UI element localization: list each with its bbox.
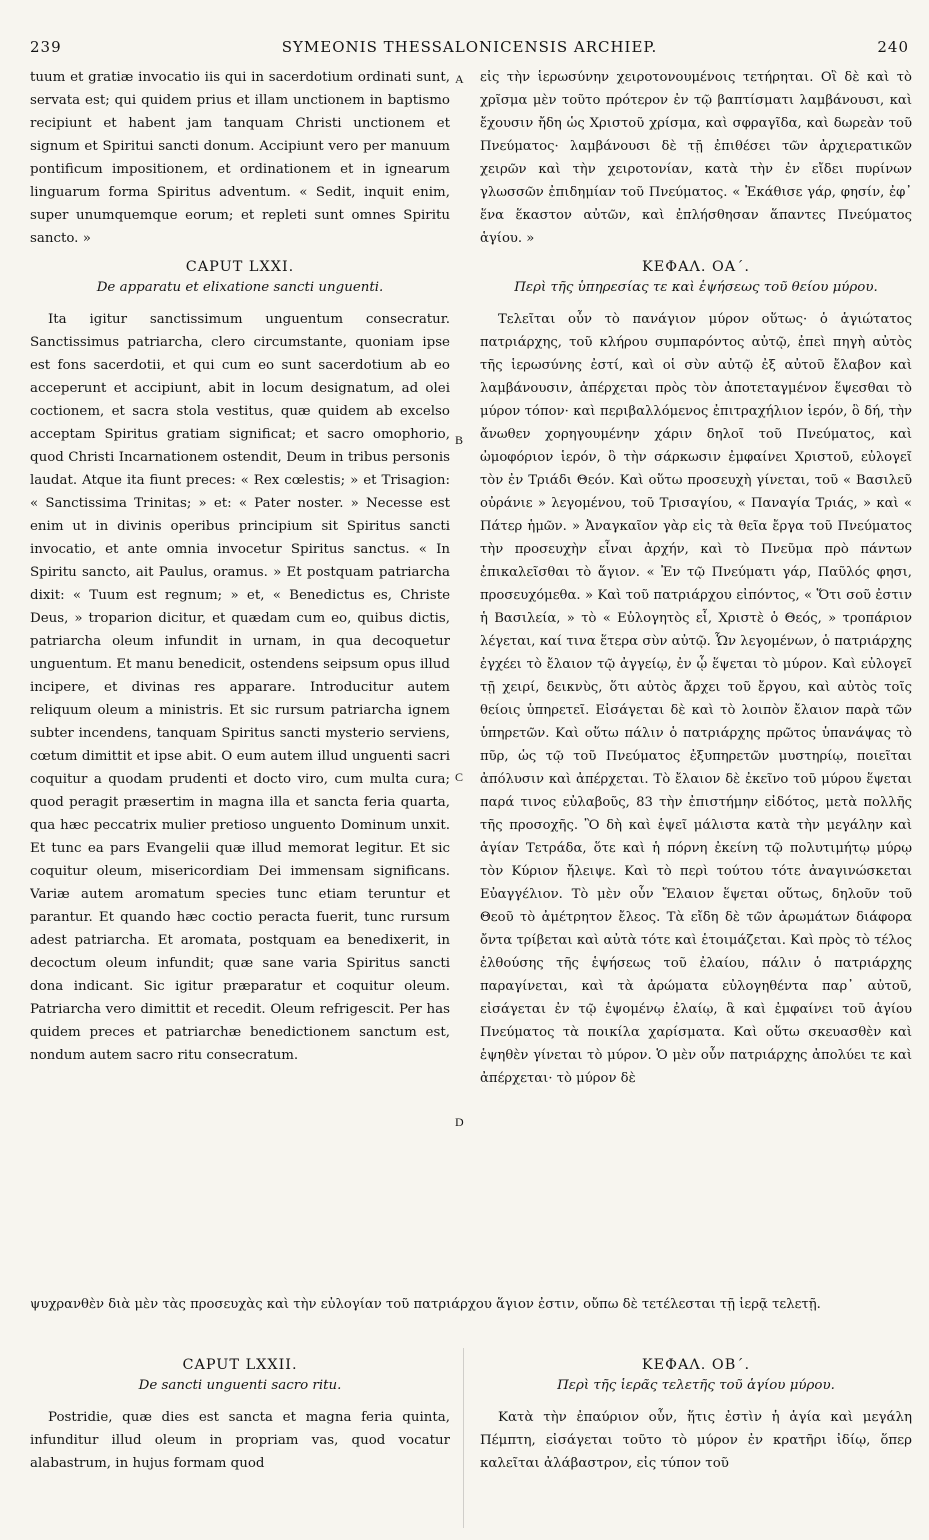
latin-chapter2-heading: CAPUT LXXII. (182, 1357, 298, 1373)
greek-chapter-subtitle: Περὶ τῆς ὑπηρεσίας τε καὶ ἑψήσεως τοῦ θείου μύρου. (514, 280, 878, 295)
greek-chapter2-subtitle: Περὶ τῆς ἱερᾶς τελετῆς τοῦ ἁγίου μύρου. (557, 1378, 835, 1393)
greek-column (480, 66, 912, 1290)
page-number-right: 240 (877, 38, 909, 56)
latin-bottom-column (30, 1348, 450, 1528)
greek-chapter2-text: Κατὰ τὴν ἐπαύριον οὖν, ἥτις ἐστὶν ἡ ἁγία καὶ μεγάλη Πέμπτη, εἰσάγεται τοῦτο τὸ μύρον ἐν κρατῆρι ἰδίῳ, ὅπερ καλεῖται ἀλάβαστρον, εἰς τύπον τοῦ (480, 1410, 912, 1471)
greek-chapter-text: Τελεῖται οὖν τὸ πανάγιον μύρον οὕτως· ὁ ἁγιώτατος πατριάρχης, τοῦ κλήρου συμπαρόντος αὐτῷ, ἐπεὶ πηγὴ αὐτὸς τῆς ἱερωσύνης ἐστί, καὶ οἱ σὺν αὐτῷ ἐξ αὐτοῦ ἔλαβον καὶ λαμβάνουσιν, ἀπέρχεται πρὸς τὸν ἀποτεταγμένον ἕψεσθαι τὸ μύρον τόπον· καὶ περιβαλλόμενος ἐπιτραχήλιον ἱερόν, ὃ δή, τὴν ἄνωθεν χορηγουμένην χάριν δηλοῖ τοῦ Πνεύματος, καὶ ὠμοφόριον ἱερόν, ὃ τὴν σάρκωσιν ἐμφαίνει Χριστοῦ, εὐλογεῖ τὸν ἐν Τριάδι Θεόν. Καὶ οὕτω προσευχὴ γίνεται, τοῦ « Βασιλεῦ οὐράνιε » λεγομένου, τοῦ Τρισαγίου, « Παναγία Τριάς, » καὶ « Πάτερ ἡμῶν. » Ἀναγκαῖον γὰρ εἰς τὰ θεῖα ἔργα τοῦ Πνεύματος τὴν προσευχὴν εἶναι ἀρχήν, καὶ τὸ Πνεῦμα πρὸ πάντων ἐπικαλεῖσθαι τὸ ἅγιον. « Ἐν τῷ Πνεύματι γάρ, Παῦλός φησι, προσευχόμεθα. » Καὶ τοῦ πατριάρχου εἰπόντος, « Ὅτι σοῦ ἐστιν ἡ Βασιλεία, » τὸ « Εὐλογητὸς εἶ, Χριστὲ ὁ Θεός, » τροπάριον λέγεται, καί τινα ἕτερα σὺν αὐτῷ. Ὧν λεγομένων, ὁ πατριάρχης ἐγχέει τὸ ἔλαιον τῷ ἀγγείῳ, ἐν ᾧ ἕψεται τὸ μύρον. Καὶ εὐλογεῖ τῇ χειρί, δεικνὺς, ὅτι αὐτὸς ἄρχει τοῦ ἔργου, καὶ αὐτὸς τοῖς θείοις ὑπηρετεῖ. Εἰσάγεται δὲ καὶ τὸ λοιπὸν ἔλαιον παρὰ τῶν ὑπηρετῶν. Καὶ οὕτω πάλιν ὁ πατριάρχης πρῶτος ὑπανάψας τὸ πῦρ, ὡς τῷ τοῦ Πνεύματος ἐξυπηρετῶν μυστηρίῳ, ποιεῖται ἀπόλυσιν καὶ ἀπέρχεται. Τὸ ἔλαιον δὲ ἐκεῖνο τοῦ μύρου ἕψεται παρά τινος εὐλαβοῦς, 83 τὴν ἐπιστήμην εἰδότος, μετὰ πολλῆς τῆς προσοχῆς. Ὃ δὴ καὶ ἑψεῖ μάλιστα κατὰ τὴν μεγάλην καὶ ἁγίαν Τετράδα, ὅτε καὶ ἡ πόρνη ἐκείνη τῷ πολυτιμήτῳ μύρῳ τὸν Κύριον ἤλειψε. Καὶ τὸ περὶ τούτου τότε ἀναγινώσκεται Εὐαγγέλιον. Τὸ μὲν οὖν Ἔλαιον ἕψεται οὕτως, δηλοῦν τοῦ Θεοῦ τὸ ἀμέτρητον ἔλεος. Τὰ εἴδη δὲ τῶν ἀρωμάτων διάφορα ὄντα τρίβεται καὶ αὐτὰ τότε καὶ ἑτοιμάζεται. Καὶ πρὸς τὸ τέλος ἐλθούσης τῆς ἑψήσεως τοῦ ἐλαίου, πάλιν ὁ πατριάρχης παραγίνεται, καὶ τὰ ἀρώματα εὐλογηθέντα παρ᾽ αὐτοῦ, εἰσάγεται ἐν τῷ ἑψομένῳ ἐλαίῳ, ἃ καὶ ἐμφαίνει τοῦ ἁγίου Πνεύματος τὰ ποικίλα χαρίσματα. Καὶ οὕτω σκευασθὲν καὶ ἑψηθὲν γίνεται τὸ μύρον. Ὁ μὲν οὖν πατριάρχης ἀπολύει τε καὶ ἀπέρχεται· τὸ μύρον δὲ (480, 312, 912, 1086)
column-divider (463, 1348, 464, 1528)
greek-chapter-heading: ΚΕΦΑΛ. ΟΑ΄. (642, 259, 750, 275)
page-number-left: 239 (30, 38, 62, 56)
greek-intro-paragraph: εἰς τὴν ἱερωσύνην χειροτονουμένοις τετήρηται. Οἳ δὲ καὶ τὸ χρῖσμα μὲν τοῦτο πρότερον ἐν τῷ βαπτίσματι λαμβάνουσι, καὶ ἔχουσιν ἤδη ὡς Χριστοῦ χρίσμα, καὶ σφραγῖδα, καὶ δωρεὰν τοῦ Πνεύματος· λαμβάνουσι δὲ τῇ ἐπιθέσει τῶν ἀρχιερατικῶν χειρῶν καὶ τὴν χειροτονίαν, κατὰ τὴν ἐν εἴδει πυρίνων γλωσσῶν ἐπιδημίαν τοῦ Πνεύματος. « Ἐκάθισε γάρ, φησίν, ἐφ᾽ ἕνα ἕκαστον αὐτῶν, καὶ ἐπλήσθησαν ἅπαντες Πνεύματος ἁγίου. » (480, 70, 912, 246)
latin-chapter-heading: CAPUT LXXI. (185, 259, 295, 275)
greek-spanning-line: ψυχρανθὲν διὰ μὲν τὰς προσευχὰς καὶ τὴν εὐλογίαν τοῦ πατριάρχου ἅγιον ἐστιν, οὔπω δὲ τετέλεσται τῇ ἱερᾷ τελετῇ. (30, 1297, 821, 1312)
latin-chapter2-text: Postridie, quæ dies est sancta et magna feria quinta, infunditur illud oleum in propriam vas, quod vocatur alabastrum, in hujus formam quod (30, 1410, 450, 1471)
margin-marker-a: A (455, 72, 464, 86)
latin-chapter2-subtitle: De sancti unguenti sacro ritu. (138, 1378, 342, 1393)
latin-column (30, 66, 450, 1290)
latin-chapter-text: Ita igitur sanctissimum unguentum consecratur. Sanctissimus patriarcha, clero circumstante, quoniam ipse est fons sacerdotii, et qui cum eo sunt sacerdotium ab eo acceperunt et accipiunt, abit in locum designatum, ad olei coctionem, et sacra stola vestitus, quæ quidem ab excelso acceptam Spiritus gratiam significat; et sacro omophorio, quod Christi Incarnationem ostendit, Deum in tribus personis laudat. Atque ita fiunt preces: « Rex cœlestis; » et Trisagion: « Sanctissima Trinitas; » et: « Pater noster. » Necesse est enim ut in divinis operibus principium sit Spiritus sancti invocatio, et ante omnia invocetur Spiritus sanctus. « In Spiritu sancto, ait Paulus, oramus. » Et postquam patriarcha dixit: « Tuum est regnum; » et, « Benedictus es, Christe Deus, » troparion dicitur, et quædam cum eo, quibus dictis, patriarcha oleum infundit in urnam, in qua decoquetur unguentum. Et manu benedicit, ostendens seipsum opus illud incipere, et divinas res apparare. Introducitur autem reliquum oleum a ministris. Et sic rursum patriarcha ignem subter incendens, tanquam Spiritus sancti mysterio serviens, cœtum dimittit et ipse abit. O eum autem illud unguenti sacri coquitur a quodam prudenti et docto viro, cum multa cura; quod peragit præsertim in magna illa et sancta feria quarta, qua hæc peccatrix mulier pretioso unguento Dominum unxit. Et tunc ea pars Evangelii quæ illud memorat legitur. Et sic coquitur oleum, misericordiam Dei immensam significans. Variæ autem aromatum species tunc etiam teruntur et parantur. Et quando hæc coctio peracta fuerit, tunc rursum adest patriarcha. Et aromata, postquam ea benedixerit, in decoctum oleum infundit; quæ sane varia Spiritus sancti dona indicant. Sic igitur præparatur et coquitur oleum. Patriarcha vero dimittit et recedit. Oleum refrigescit. Per has quidem preces et patriarchæ benedictionem sanctum est, nondum autem sacro ritu consecratum. (30, 312, 450, 1063)
running-title: SYMEONIS THESSALONICENSIS ARCHIEP. (281, 38, 658, 56)
greek-bottom-column (480, 1348, 912, 1528)
running-header (30, 38, 909, 60)
latin-chapter-subtitle: De apparatu et elixatione sancti unguenti. (96, 280, 384, 295)
margin-marker-d: D (455, 1115, 464, 1129)
latin-intro-paragraph: tuum et gratiæ invocatio iis qui in sacerdotium ordinati sunt, servata est; qui quidem prius et illam unctionem in baptismo recipiunt et habent jam tanquam Christi unctionem et signum et Spiritui sancti donum. Accipiunt vero per manuum pontificum impositionem, et ordinationem et in ignearum linguarum forma Spiritus adventum. « Sedit, inquit enim, super unumquemque eorum; et repleti sunt omnes Spiritu sancto. » (30, 70, 450, 246)
margin-marker-c: C (455, 770, 464, 784)
greek-chapter2-heading: ΚΕΦΑΛ. ΟΒ΄. (641, 1357, 751, 1373)
margin-marker-b: B (455, 433, 464, 447)
